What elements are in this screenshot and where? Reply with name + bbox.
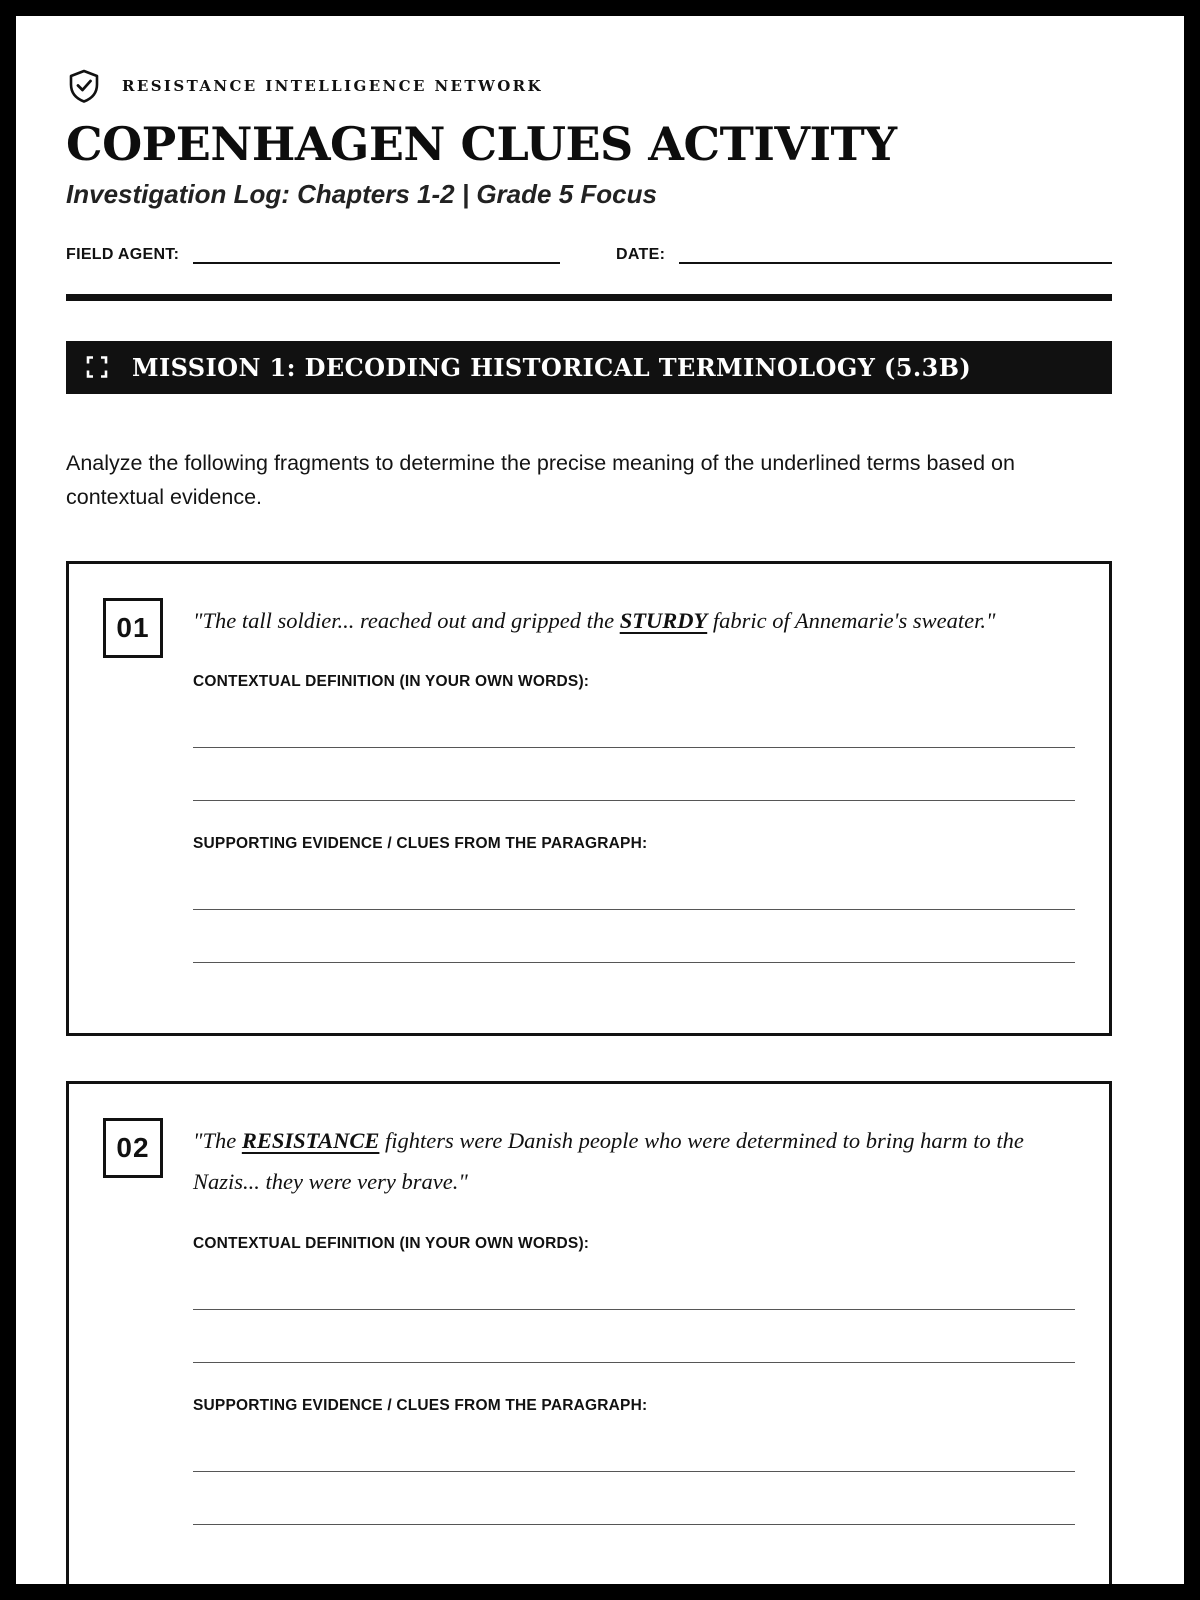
answer-line xyxy=(193,747,1075,748)
question-number-badge: 01 xyxy=(103,598,163,658)
date-blank-line xyxy=(679,244,1112,264)
field-agent-label: FIELD AGENT: xyxy=(66,245,180,263)
worksheet-page xyxy=(16,16,1184,1584)
answer-line xyxy=(193,1309,1075,1310)
page-title: COPENHAGEN CLUES ACTIVITY xyxy=(66,117,897,171)
quote-suffix: fabric of Annemarie's sweater." xyxy=(707,607,996,633)
answer-line xyxy=(193,800,1075,801)
date-label: DATE: xyxy=(616,245,666,263)
date-field xyxy=(616,244,1112,264)
network-label: RESISTANCE INTELLIGENCE NETWORK xyxy=(122,77,543,95)
answer-line xyxy=(193,1524,1075,1525)
question-card-2 xyxy=(66,1081,1112,1584)
agent-date-row xyxy=(66,244,1112,264)
underlined-term: RESISTANCE xyxy=(241,1127,380,1153)
question-card-1 xyxy=(66,561,1112,1036)
evidence-label: SUPPORTING EVIDENCE / CLUES FROM THE PARAGRAPH: xyxy=(193,1396,648,1414)
field-agent-blank-line xyxy=(193,244,560,264)
answer-line xyxy=(193,909,1075,910)
brand-row xyxy=(66,68,1112,104)
mission-banner-title: MISSION 1: DECODING HISTORICAL TERMINOLOGY (5.3B) xyxy=(132,352,972,382)
instructions-text: Analyze the following fragments to determine the precise meaning of the underlined terms based on contextual evidence. xyxy=(66,450,1015,510)
answer-line xyxy=(193,962,1075,963)
answer-line xyxy=(193,1471,1075,1472)
question-number-badge: 02 xyxy=(103,1118,163,1178)
page-subtitle: Investigation Log: Chapters 1-2 | Grade 5 Focus xyxy=(66,178,657,209)
field-agent-field xyxy=(66,244,560,264)
underlined-term: STURDY xyxy=(619,607,708,633)
answer-line xyxy=(193,1362,1075,1363)
quote-prefix: "The tall soldier... reached out and gripped the xyxy=(193,607,620,633)
excerpt-quote xyxy=(193,1120,1043,1203)
excerpt-quote xyxy=(193,600,1043,642)
question-content xyxy=(193,598,1075,1033)
definition-label: CONTEXTUAL DEFINITION (IN YOUR OWN WORDS): xyxy=(193,673,590,691)
focus-brackets-icon xyxy=(84,354,110,380)
definition-label: CONTEXTUAL DEFINITION (IN YOUR OWN WORDS): xyxy=(193,1234,590,1252)
quote-suffix: fighters were Danish people who were determined to bring harm to the Nazis... they were very brave." xyxy=(193,1127,1024,1195)
mission-banner xyxy=(66,341,1112,394)
shield-check-icon xyxy=(66,68,102,104)
quote-prefix: "The xyxy=(193,1127,242,1153)
question-content xyxy=(193,1118,1075,1584)
divider-rule xyxy=(66,294,1112,301)
evidence-label: SUPPORTING EVIDENCE / CLUES FROM THE PARAGRAPH: xyxy=(193,835,648,853)
